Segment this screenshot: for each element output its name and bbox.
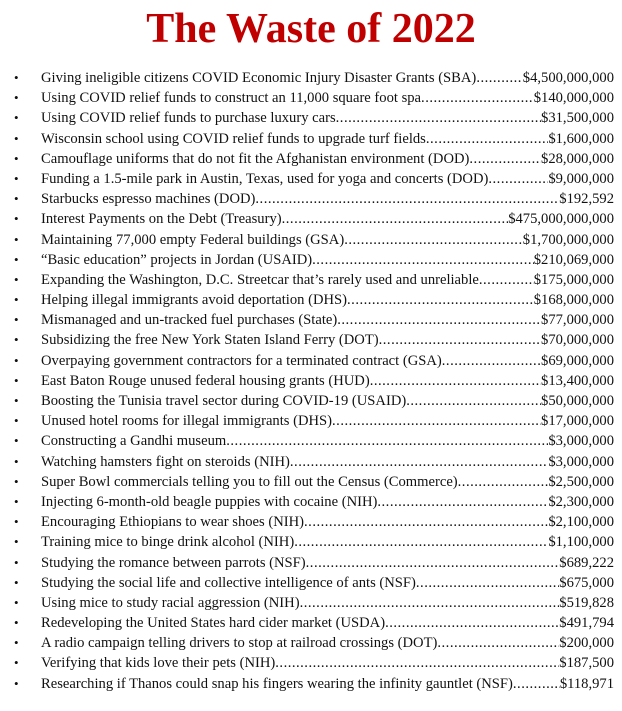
list-item [0, 129, 622, 149]
bullet-icon: • [14, 70, 19, 85]
item-description: Studying the romance between parrots (NSF) [41, 554, 306, 571]
bullet-icon: • [14, 170, 19, 186]
item-description: Wisconsin school using COVID relief funds to upgrade turf fields [41, 130, 426, 147]
list-item [0, 674, 622, 694]
item-amount: $28,000,000 [541, 150, 614, 167]
item-description: Redeveloping the United States hard cider market (USDA) [41, 615, 386, 632]
list-item [0, 593, 622, 613]
item-amount: $168,000,000 [533, 292, 614, 309]
item-description: Encouraging Ethiopians to wear shoes (NIH) [41, 514, 305, 531]
item-amount: $3,000,000 [548, 453, 614, 470]
item-description: Helping illegal immigrants avoid deportation (DHS) [41, 292, 348, 309]
item-description: Training mice to binge drink alcohol (NIH) [41, 534, 295, 551]
list-item [0, 653, 622, 673]
leader-dots [300, 593, 560, 613]
bullet-icon: • [14, 675, 19, 691]
page-title: The Waste of 2022 [146, 6, 476, 52]
item-description: Verifying that kids love their pets (NIH) [41, 655, 276, 672]
leader-dots [226, 431, 548, 451]
item-description: Using COVID relief funds to purchase luxury cars [41, 110, 336, 127]
leader-dots [290, 452, 548, 472]
item-amount: $2,500,000 [548, 473, 614, 490]
bullet-icon: • [14, 635, 19, 651]
item-amount: $118,971 [559, 675, 614, 692]
bullet-icon: • [14, 393, 19, 408]
leader-dots [442, 351, 541, 371]
leader-dots [294, 532, 548, 552]
item-amount: $491,794 [559, 615, 614, 632]
leader-dots [488, 169, 548, 189]
leader-dots [370, 371, 541, 391]
leader-dots [406, 391, 541, 411]
list-item [0, 371, 622, 391]
list-item [0, 189, 622, 209]
leader-dots [347, 290, 534, 310]
leader-dots [469, 149, 541, 169]
list-item [0, 532, 622, 552]
item-description: Expanding the Washington, D.C. Streetcar that’s rarely used and unreliable [41, 271, 479, 288]
leader-dots [426, 129, 548, 149]
item-description: Subsidizing the free New York Staten Island Ferry (DOT) [41, 332, 379, 349]
bullet-icon: • [14, 453, 19, 469]
leader-dots [479, 270, 534, 290]
item-amount: $31,500,000 [541, 110, 614, 127]
item-amount: $4,500,000,000 [522, 70, 614, 86]
item-description: A radio campaign telling drivers to stop at railroad crossings (DOT) [41, 635, 438, 652]
bullet-icon: • [14, 292, 19, 308]
bullet-icon: • [14, 110, 19, 126]
list-item [0, 512, 622, 532]
bullet-icon: • [14, 615, 19, 631]
item-amount: $675,000 [559, 574, 614, 591]
item-description: Mismanaged and un-tracked fuel purchases (State) [41, 312, 338, 329]
list-item [0, 452, 622, 472]
item-amount: $140,000,000 [533, 90, 614, 107]
item-description: Injecting 6-month-old beagle puppies with cocaine (NIH) [41, 493, 378, 510]
leader-dots [344, 230, 523, 250]
list-item [0, 573, 622, 593]
item-amount: $69,000,000 [541, 352, 614, 369]
bullet-icon: • [14, 372, 19, 388]
list-item [0, 290, 622, 310]
bullet-icon: • [14, 312, 19, 328]
list-item [0, 250, 622, 270]
item-amount: $1,100,000 [548, 534, 614, 551]
leader-dots [255, 189, 559, 209]
item-amount: $1,700,000,000 [522, 231, 614, 248]
bullet-icon: • [14, 90, 19, 106]
bullet-icon: • [14, 271, 19, 287]
bullet-icon: • [14, 493, 19, 509]
leader-dots [513, 674, 560, 694]
bullet-icon: • [14, 534, 19, 550]
item-amount: $1,600,000 [548, 130, 614, 147]
list-item [0, 633, 622, 653]
item-amount: $13,400,000 [541, 372, 614, 389]
item-description: Using COVID relief funds to construct an 11,000 square foot spa [41, 90, 422, 107]
item-description: “Basic education” projects in Jordan (USAID) [41, 251, 313, 268]
list-item [0, 431, 622, 451]
bullet-icon: • [14, 413, 19, 429]
waste-list [0, 68, 622, 694]
item-amount: $17,000,000 [541, 413, 614, 430]
item-amount: $50,000,000 [541, 393, 614, 409]
list-item [0, 270, 622, 290]
list-item [0, 411, 622, 431]
bullet-icon: • [14, 594, 19, 610]
bullet-icon: • [14, 211, 19, 227]
item-description: Giving ineligible citizens COVID Economic Injury Disaster Grants (SBA) [41, 70, 477, 86]
leader-dots [421, 88, 534, 108]
bullet-icon: • [14, 332, 19, 348]
leader-dots [337, 310, 541, 330]
item-amount: $175,000,000 [533, 271, 614, 288]
item-amount: $475,000,000,000 [508, 211, 614, 228]
list-item [0, 310, 622, 330]
item-description: Camouflage uniforms that do not fit the Afghanistan environment (DOD) [41, 150, 470, 167]
item-amount: $2,100,000 [548, 514, 614, 531]
item-description: Super Bowl commercials telling you to fill out the Census (Commerce) [41, 473, 458, 490]
item-description: Funding a 1.5-mile park in Austin, Texas, used for yoga and concerts (DOD) [41, 170, 489, 187]
item-amount: $2,300,000 [548, 493, 614, 510]
leader-dots [275, 653, 559, 673]
item-description: East Baton Rouge unused federal housing grants (HUD) [41, 372, 370, 389]
leader-dots [282, 209, 509, 229]
leader-dots [416, 573, 559, 593]
item-amount: $689,222 [559, 554, 614, 571]
bullet-icon: • [14, 554, 19, 570]
item-amount: $77,000,000 [541, 312, 614, 329]
list-item [0, 149, 622, 169]
leader-dots [304, 512, 548, 532]
leader-dots [332, 411, 541, 431]
list-item [0, 330, 622, 350]
bullet-icon: • [14, 514, 19, 530]
leader-dots [306, 553, 560, 573]
item-description: Studying the social life and collective intelligence of ants (NSF) [41, 574, 416, 591]
item-description: Starbucks espresso machines (DOD) [41, 191, 256, 208]
bullet-icon: • [14, 433, 19, 449]
leader-dots [437, 633, 559, 653]
list-item [0, 108, 622, 128]
bullet-icon: • [14, 574, 19, 590]
bullet-icon: • [14, 191, 19, 207]
list-item [0, 230, 622, 250]
item-description: Interest Payments on the Debt (Treasury) [41, 211, 282, 228]
item-amount: $3,000,000 [548, 433, 614, 450]
list-item [0, 553, 622, 573]
item-description: Boosting the Tunisia travel sector during COVID-19 (USAID) [41, 393, 407, 409]
list-item [0, 351, 622, 371]
item-description: Maintaining 77,000 empty Federal buildings (GSA) [41, 231, 345, 248]
item-description: Using mice to study racial aggression (NIH) [41, 594, 300, 611]
bullet-icon: • [14, 655, 19, 671]
leader-dots [458, 472, 549, 492]
leader-dots [385, 613, 559, 633]
item-amount: $192,592 [559, 191, 614, 208]
item-amount: $519,828 [559, 594, 614, 611]
list-item [0, 68, 622, 88]
bullet-icon: • [14, 150, 19, 166]
item-amount: $9,000,000 [548, 170, 614, 187]
bullet-icon: • [14, 473, 19, 489]
item-amount: $210,069,000 [533, 251, 614, 268]
list-item [0, 492, 622, 512]
item-amount: $200,000 [559, 635, 614, 652]
list-item [0, 613, 622, 633]
leader-dots [377, 492, 548, 512]
item-description: Researching if Thanos could snap his fingers wearing the infinity gauntlet (NSF) [41, 675, 513, 692]
leader-dots [476, 68, 522, 88]
item-amount: $70,000,000 [541, 332, 614, 349]
item-description: Unused hotel rooms for illegal immigrants (DHS) [41, 413, 333, 430]
bullet-icon: • [14, 231, 19, 247]
bullet-icon: • [14, 352, 19, 368]
list-item [0, 169, 622, 189]
list-item [0, 209, 622, 229]
list-item [0, 88, 622, 108]
item-description: Watching hamsters fight on steroids (NIH) [41, 453, 290, 470]
leader-dots [336, 108, 541, 128]
bullet-icon: • [14, 130, 19, 146]
item-amount: $187,500 [559, 655, 614, 672]
list-item [0, 472, 622, 492]
list-item [0, 391, 622, 411]
bullet-icon: • [14, 251, 19, 267]
leader-dots [312, 250, 534, 270]
item-description: Constructing a Gandhi museum [41, 433, 227, 450]
item-description: Overpaying government contractors for a terminated contract (GSA) [41, 352, 442, 369]
leader-dots [379, 330, 541, 350]
